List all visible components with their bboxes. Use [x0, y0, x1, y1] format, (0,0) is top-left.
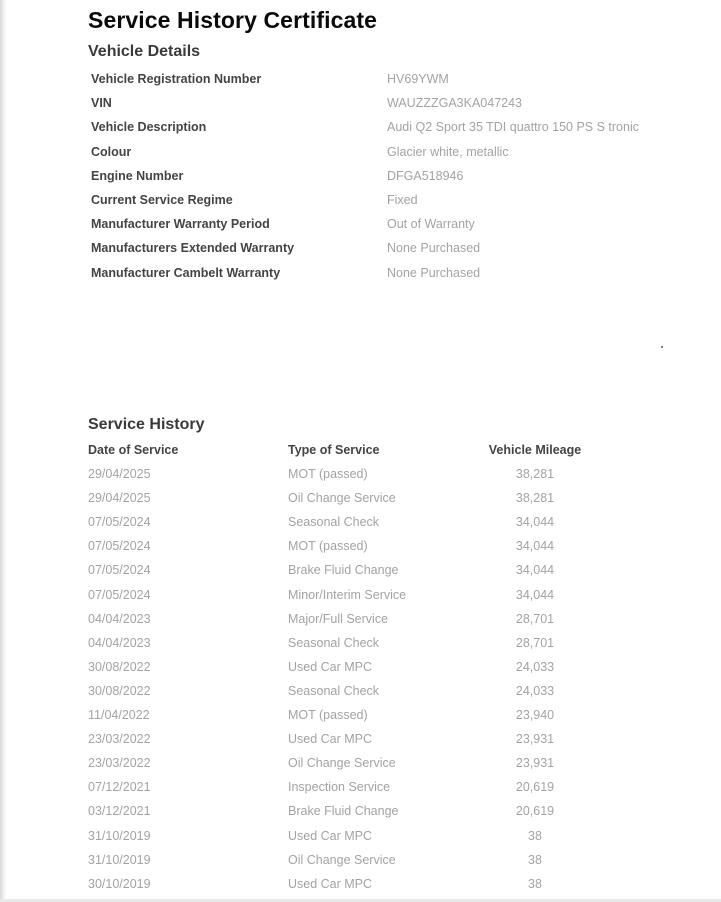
service-type: MOT (passed) [288, 708, 368, 723]
detail-label: Engine Number [91, 168, 184, 183]
service-mileage: 28,701 [515, 611, 555, 626]
detail-value: WAUZZZGA3KA047243 [387, 96, 523, 111]
detail-row [91, 68, 691, 92]
detail-label: Vehicle Description [91, 120, 207, 135]
service-mileage: 34,044 [515, 563, 555, 578]
table-header [88, 441, 688, 465]
service-mileage: 24,033 [515, 683, 555, 698]
detail-row [91, 237, 691, 261]
service-date: 11/04/2022 [88, 708, 150, 723]
service-type: MOT (passed) [288, 539, 368, 554]
detail-label: Manufacturers Extended Warranty [91, 241, 295, 256]
service-date: 30/08/2022 [88, 659, 151, 674]
table-row [88, 875, 688, 899]
service-mileage: 34,044 [515, 515, 555, 530]
service-date: 29/04/2025 [88, 467, 151, 482]
table-row [88, 730, 688, 754]
detail-row [91, 189, 691, 213]
detail-value: Audi Q2 Sport 35 TDI quattro 150 PS S tronic [387, 120, 639, 135]
service-date: 23/03/2022 [88, 732, 151, 747]
service-date: 07/05/2024 [88, 587, 151, 602]
detail-value: DFGA518946 [387, 168, 464, 183]
service-type: Oil Change Service [288, 491, 396, 506]
table-row [88, 851, 688, 875]
table-row [88, 706, 688, 730]
detail-row [91, 213, 691, 237]
detail-label: VIN [91, 96, 112, 111]
service-date: 04/04/2023 [88, 635, 151, 650]
service-history-table [88, 441, 688, 899]
service-type: Seasonal Check [288, 515, 380, 530]
table-row [88, 586, 688, 610]
detail-value: None Purchased [387, 265, 481, 280]
table-row [88, 465, 688, 489]
service-mileage: 34,044 [515, 587, 555, 602]
service-mileage: 38 [528, 876, 542, 891]
table-row [88, 561, 688, 585]
service-date: 23/03/2022 [88, 756, 151, 771]
table-row [88, 489, 688, 513]
table-row [88, 513, 688, 537]
detail-label: Manufacturer Cambelt Warranty [91, 265, 281, 280]
service-history-heading: Service History [88, 416, 205, 433]
table-row [88, 827, 688, 851]
service-date: 07/05/2024 [88, 563, 151, 578]
service-date: 03/12/2021 [88, 804, 151, 819]
service-date: 07/12/2021 [88, 780, 151, 795]
stray-dot-mark [661, 346, 663, 348]
detail-row [91, 165, 691, 189]
service-mileage: 24,033 [515, 659, 555, 674]
table-row [88, 537, 688, 561]
detail-label: Current Service Regime [91, 192, 233, 207]
service-type: Seasonal Check [288, 635, 380, 650]
service-date: 07/05/2024 [88, 539, 151, 554]
service-date: 07/05/2024 [88, 515, 151, 530]
detail-value: Out of Warranty [387, 217, 475, 232]
table-row [88, 610, 688, 634]
table-row [88, 754, 688, 778]
vehicle-details-heading: Vehicle Details [88, 43, 201, 60]
service-type: Minor/Interim Service [288, 587, 407, 602]
service-mileage: 20,619 [515, 780, 555, 795]
service-mileage: 20,619 [515, 804, 555, 819]
service-mileage: 38,281 [515, 467, 555, 482]
detail-label: Vehicle Registration Number [91, 72, 262, 86]
table-row [88, 778, 688, 802]
column-header-mileage: Vehicle Mileage [488, 443, 582, 457]
detail-row [91, 141, 691, 165]
table-row [88, 802, 688, 826]
service-type: Used Car MPC [288, 659, 373, 674]
service-mileage: 34,044 [515, 539, 555, 554]
service-type: Inspection Service [288, 780, 391, 795]
service-type: Used Car MPC [288, 876, 373, 891]
page-title: Service History Certificate [88, 7, 378, 33]
service-date: 29/04/2025 [88, 491, 151, 506]
service-mileage: 38 [528, 828, 542, 843]
detail-value: None Purchased [387, 241, 481, 256]
column-header-type: Type of Service [288, 443, 380, 457]
detail-row [91, 262, 691, 286]
service-type: Brake Fluid Change [288, 804, 399, 819]
service-mileage: 23,931 [515, 732, 555, 747]
detail-value: HV69YWM [387, 72, 449, 86]
table-row [88, 682, 688, 706]
service-type: Oil Change Service [288, 852, 396, 867]
service-date: 30/08/2022 [88, 683, 151, 698]
service-type: Oil Change Service [288, 756, 396, 771]
service-mileage: 28,701 [515, 635, 555, 650]
service-type: Used Car MPC [288, 732, 373, 747]
service-mileage: 38,281 [515, 491, 555, 506]
detail-row [91, 92, 691, 116]
table-row [88, 658, 688, 682]
service-date: 04/04/2023 [88, 611, 151, 626]
service-mileage: 23,940 [515, 708, 555, 723]
service-type: Brake Fluid Change [288, 563, 399, 578]
vehicle-details-table [91, 68, 691, 286]
service-mileage: 38 [528, 852, 542, 867]
service-type: Used Car MPC [288, 828, 373, 843]
column-header-date: Date of Service [88, 443, 179, 457]
detail-value: Glacier white, metallic [387, 144, 509, 159]
service-date: 31/10/2019 [88, 852, 151, 867]
detail-label: Manufacturer Warranty Period [91, 217, 270, 232]
detail-label: Colour [91, 144, 132, 159]
detail-row [91, 116, 691, 140]
page-left-shadow [0, 0, 7, 902]
service-mileage: 23,931 [515, 756, 555, 771]
service-date: 30/10/2019 [88, 876, 151, 891]
service-date: 31/10/2019 [88, 828, 151, 843]
service-type: Major/Full Service [288, 611, 389, 626]
table-row [88, 634, 688, 658]
service-type: MOT (passed) [288, 467, 368, 482]
detail-value: Fixed [387, 192, 418, 207]
service-type: Seasonal Check [288, 683, 380, 698]
